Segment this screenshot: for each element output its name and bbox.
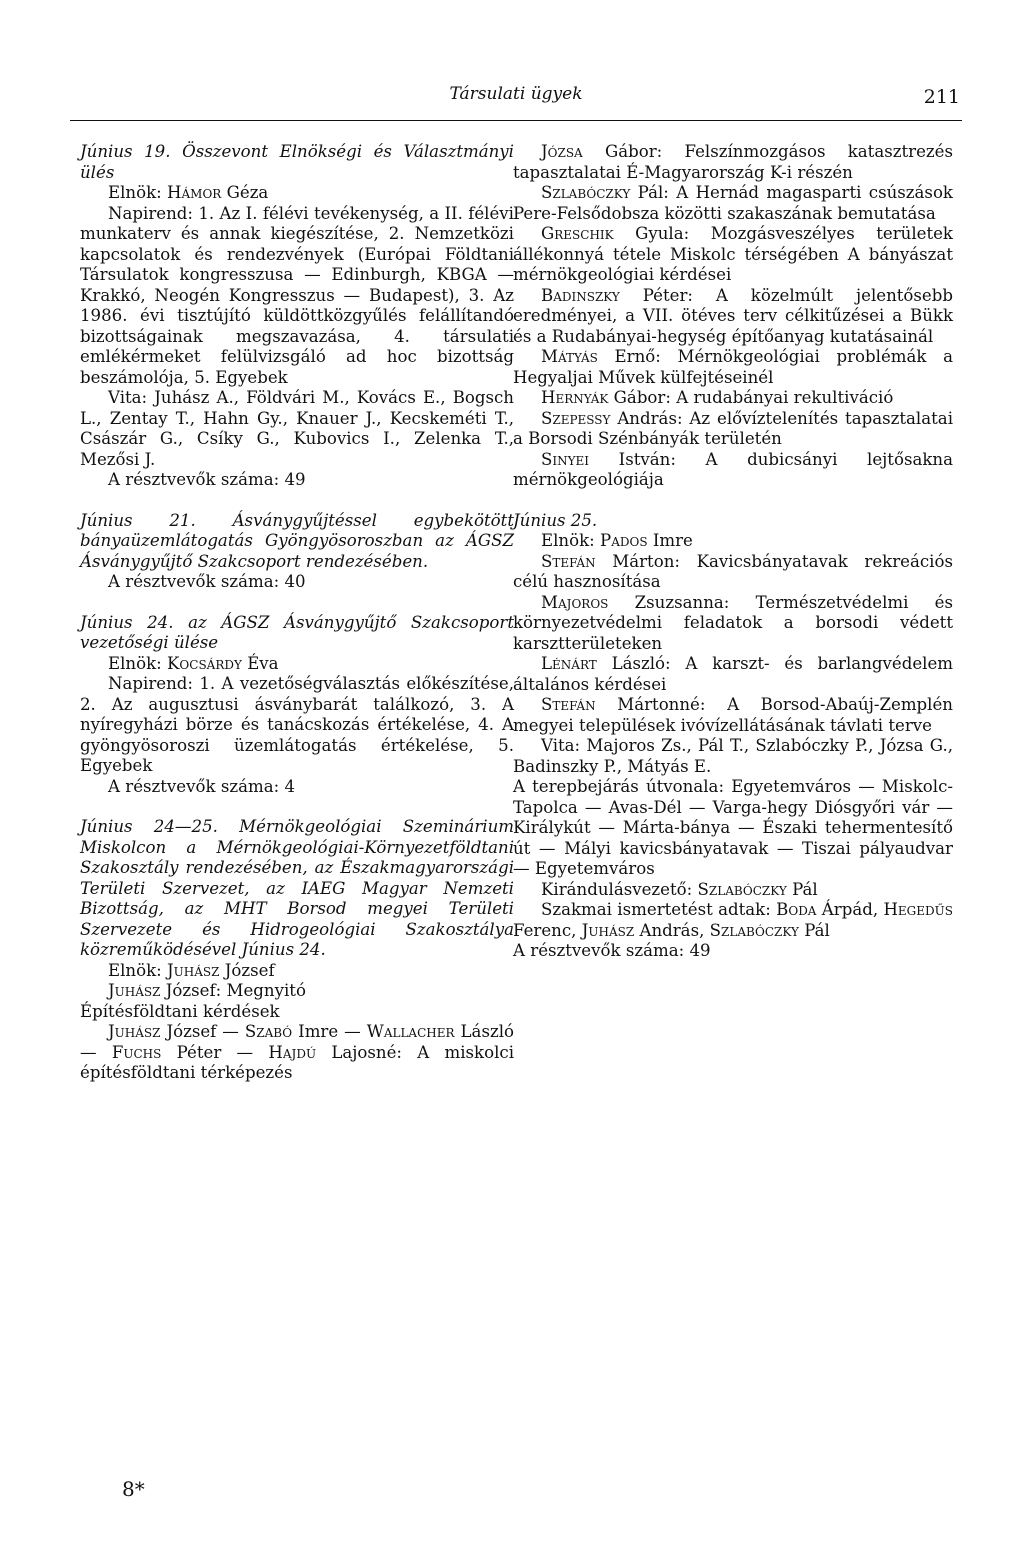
text-run: Árpád, bbox=[816, 900, 884, 919]
person-name: Lénárt bbox=[541, 654, 597, 673]
entry-line bbox=[513, 531, 953, 552]
text-run: József — bbox=[160, 1022, 245, 1041]
text-run: Gábor: A rudabányai rekultiváció bbox=[608, 388, 894, 407]
text-run: András, bbox=[634, 920, 710, 940]
entry-line: A résztvevők száma: 40 bbox=[108, 572, 306, 591]
text-run: Elnök: bbox=[108, 653, 168, 673]
entry bbox=[80, 142, 514, 491]
entry-line bbox=[80, 1022, 514, 1084]
entry-heading: Június 19. Összevont Elnökségi és Választmányi ülés bbox=[80, 142, 514, 182]
page-number: 211 bbox=[923, 86, 960, 108]
text-run: András: Az elővíztelenítés tapasztalatai a Borsodi Szénbányák területén bbox=[513, 408, 953, 448]
person-name: Hernyák bbox=[541, 388, 609, 407]
text-run: Elnök: bbox=[541, 531, 601, 550]
person-name: Majoros bbox=[541, 592, 609, 612]
text-run: József: Megnyitó bbox=[160, 981, 306, 1000]
entry-line: A résztvevők száma: 49 bbox=[513, 941, 711, 960]
entry-line: Napirend: 1. Az I. félévi tevékenység, a II. félévi munkaterv és annak kiegészítése, 2. Nemzetközi kapcsolatok és rendezvények (Európai Földtani Társulatok kongresszusa — Edinburgh, KBGA — Krakkó, Neogén Kongresszus — Budapest), 3. Az 1986. évi tisztújító küldöttközgyűlés felállítandó bizottságainak megszavazása, 4. társulati emlékérmeket felülvizsgáló ad hoc bizottság beszámolója, 5. Egyebek bbox=[80, 203, 514, 387]
entry bbox=[513, 142, 953, 491]
text-run: József bbox=[219, 960, 275, 980]
person-name: Juhász bbox=[581, 920, 635, 940]
person-name: Juhász bbox=[108, 1022, 161, 1041]
person-name: Sinyei bbox=[541, 449, 590, 469]
text-run: Ferenc, bbox=[513, 920, 582, 940]
person-name: Józsa bbox=[541, 142, 583, 161]
text-run: Péter — bbox=[161, 1042, 269, 1062]
text-run: Mártonné: A Borsod-Abaúj-Zemplén megyei települések ivóvízellátásának távlati terve bbox=[513, 695, 953, 735]
entry-line: Napirend: 1. A vezetőségválasztás előkészítése, 2. Az augusztusi ásványbarát találkozó, 3. A nyíregyházi börze és tanácskozás értékelése, 4. A gyöngyösoroszi üzemlátogatás értékelése, 5. Egyebek bbox=[80, 674, 514, 775]
text-run: Elnök: bbox=[108, 183, 168, 202]
entry-line bbox=[80, 981, 514, 1002]
person-name: Juhász bbox=[167, 960, 220, 980]
person-name: Hámor bbox=[167, 183, 222, 202]
entry-line bbox=[80, 961, 514, 982]
entry bbox=[513, 511, 953, 962]
entry-line bbox=[513, 593, 953, 655]
entry-line: Építésföldtani kérdések bbox=[80, 1001, 280, 1021]
text-run: István: A dubicsányi lejtősakna mérnökgeológiája bbox=[513, 449, 953, 489]
entry-line bbox=[513, 183, 953, 224]
person-name: Szlabóczky bbox=[709, 920, 799, 940]
entry bbox=[80, 511, 514, 593]
text-run: Éva bbox=[241, 653, 279, 673]
person-name: Boda bbox=[776, 900, 817, 919]
person-name: Hajdú bbox=[268, 1042, 317, 1062]
text-run: Pál bbox=[786, 879, 818, 899]
entry-line bbox=[513, 409, 953, 450]
entry-line bbox=[80, 183, 514, 204]
text-run: Gyula: Mozgásveszélyes területek állékonnyá tétele Miskolc térségében A bányászat mérnökgeológiai kérdései bbox=[513, 224, 953, 284]
entry-line: A terepbejárás útvonala: Egyetemváros — Miskolc-Tapolca — Avas-Dél — Varga-hegy Diósgyőri vár — Királykút — Márta-bánya — Északi tehermentesítő út — Mályi kavicsbányatavak — Tiszai pályaudvar — Egyetemváros bbox=[513, 777, 953, 878]
entry-line bbox=[513, 142, 953, 183]
running-title: Társulati ügyek bbox=[449, 84, 583, 104]
text-run: László — bbox=[80, 1022, 515, 1062]
person-name: Mátyás bbox=[541, 347, 598, 366]
text-run: Pál bbox=[798, 920, 830, 940]
text-run: Imre bbox=[647, 531, 693, 550]
entry bbox=[80, 817, 514, 1084]
entry-line: A résztvevők száma: 4 bbox=[108, 776, 296, 796]
entry-line bbox=[513, 450, 953, 491]
person-name: Hegedűs bbox=[883, 900, 953, 919]
person-name: Pados bbox=[600, 531, 648, 550]
left-column bbox=[80, 142, 514, 1104]
entry-line bbox=[513, 654, 953, 695]
entry-line bbox=[513, 286, 953, 348]
person-name: Szlabóczky bbox=[697, 879, 787, 899]
text-run: Gábor: Felszínmozgásos katasztrezés tapasztalatai É-Magyarország K-i részén bbox=[513, 142, 953, 182]
entry-line: A résztvevők száma: 49 bbox=[108, 470, 306, 489]
text-run: Márton: Kavicsbányatavak rekreációs célú hasznosítása bbox=[513, 551, 953, 591]
entry-heading: Június 25. bbox=[513, 510, 598, 530]
entry-line bbox=[513, 224, 953, 286]
text-run: Elnök: bbox=[108, 960, 168, 980]
entry-heading: Június 24—25. Mérnökgeológiai Szeminárium Miskolcon a Mérnökgeológiai-Környezetföldtani Szakosztály rendezésében, az Északmagyarországi Területi Szervezet, az IAEG Magyar Nemzeti Bizottság, az MHT Borsod megyei Területi Szervezete és Hidrogeológiai Szakosztálya közreműködésével Június 24. bbox=[80, 817, 514, 959]
text-run: Géza bbox=[221, 183, 269, 202]
entry-line bbox=[513, 347, 953, 388]
person-name: Fuchs bbox=[111, 1042, 162, 1062]
entry-line: Vita: Juhász A., Földvári M., Kovács E., Bogsch L., Zentay T., Hahn Gy., Knauer J., Kecskeméti T., Császár G., Csíky G., Kubovics I., Zelenka T., Mezősi J. bbox=[80, 388, 514, 469]
person-name: Greschik bbox=[541, 224, 614, 243]
entry-line bbox=[513, 552, 953, 593]
text-run: Lajosné: A miskolci építésföldtani térképezés bbox=[80, 1042, 515, 1082]
person-name: Wallacher bbox=[366, 1022, 455, 1041]
right-column bbox=[513, 142, 953, 982]
person-name: Badinszky bbox=[541, 285, 620, 305]
entry-line bbox=[513, 880, 953, 901]
entry-heading: Június 24. az ÁGSZ Ásványgyűjtő Szakcsoport vezetőségi ülése bbox=[80, 612, 514, 652]
page-header bbox=[70, 80, 962, 121]
person-name: Juhász bbox=[108, 981, 161, 1000]
entry-line bbox=[513, 900, 953, 941]
person-name: Szepessy bbox=[541, 408, 611, 428]
person-name: Stefán bbox=[541, 551, 596, 571]
text-run: László: A karszt- és barlangvédelem általános kérdései bbox=[513, 654, 953, 694]
text-run: Zsuzsanna: Természetvédelmi és környezetvédelmi feladatok a borsodi védett karsztterületeken bbox=[513, 592, 953, 653]
text-run: Péter: A közelmúlt jelentősebb eredményei, a VII. ötéves terv célkitűzései a Bükk és a Rudabányai-hegység építőanyag kutatásainál bbox=[513, 285, 953, 346]
text-run: Imre — bbox=[292, 1022, 367, 1041]
text-run: Pál: A Hernád magasparti csúszások Pere-Felsődobsza közötti szakaszának bemutatása bbox=[513, 183, 953, 223]
text-run: Kirándulásvezető: bbox=[541, 879, 698, 899]
entry-line bbox=[513, 695, 953, 736]
text-run: Ernő: Mérnökgeológiai problémák a Hegyaljai Művek külfejtéseinél bbox=[513, 347, 953, 387]
entry bbox=[80, 613, 514, 798]
signature-mark: 8* bbox=[122, 1477, 145, 1501]
person-name: Stefán bbox=[541, 695, 596, 714]
person-name: Szabó bbox=[244, 1022, 293, 1041]
entry-line bbox=[513, 388, 953, 409]
entry-heading: Június 21. Ásványgyűjtéssel egybekötött bányaüzemlátogatás Gyöngyösoroszban az ÁGSZ Ásványgyűjtő Szakcsoport rendezésében. bbox=[80, 510, 514, 571]
text-run: Szakmai ismertetést adtak: bbox=[541, 900, 777, 919]
entry-line: Vita: Majoros Zs., Pál T., Szlabóczky P., Józsa G., Badinszky P., Mátyás E. bbox=[513, 736, 953, 776]
entry-line bbox=[80, 654, 514, 675]
person-name: Kocsárdy bbox=[167, 653, 242, 673]
person-name: Szlabóczky bbox=[541, 183, 631, 202]
